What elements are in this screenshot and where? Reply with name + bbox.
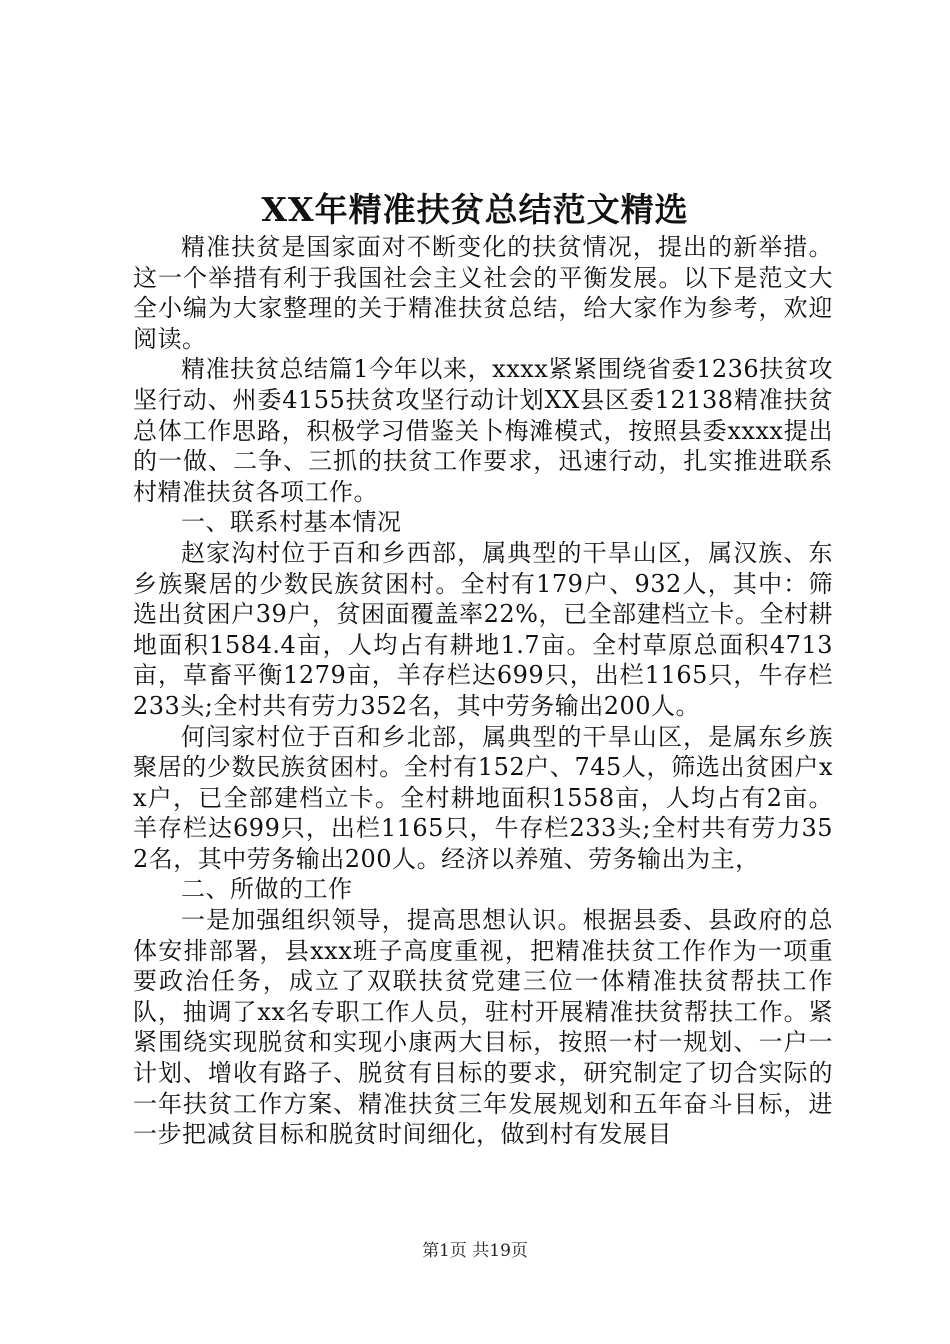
paragraph-organization-leadership: 一是加强组织领导，提高思想认识。根据县委、县政府的总体安排部署，县xxx班子高度重视，把精准扶贫工作作为一项重要政治任务，成立了双联扶贫党建三位一体精准扶贫帮扶工作队，抽调了xx名专职工作人员，驻村开展精准扶贫帮扶工作。紧紧围绕实现脱贫和实现小康两大目标，按照一村一规划、一户一计划、增收有路子、脱贫有目标的要求，研究制定了切合实际的一年扶贫工作方案、精准扶贫三年发展规划和五年奋斗目标，进一步把减贫目标和脱贫时间细化，做到村有发展目 — [133, 906, 833, 1149]
paragraph-intro: 精准扶贫是国家面对不断变化的扶贫情况，提出的新举措。这一个举措有利于我国社会主义社会的平衡发展。以下是范文大全小编为大家整理的关于精准扶贫总结，给大家作为参考，欢迎阅读。 — [133, 233, 833, 353]
paragraph-summary: 精准扶贫总结篇1今年以来，xxxx紧紧围绕省委1236扶贫攻坚行动、州委4155扶贫攻坚行动计划XX县区委12138精准扶贫总体工作思路，积极学习借鉴关卜梅滩模式，按照县委xxxx提出的一做、二争、三抓的扶贫工作要求，迅速行动，扎实推进联系村精准扶贫各项工作。 — [133, 355, 833, 506]
document-body — [133, 232, 833, 1150]
section-heading-village-info: 一、联系村基本情况 — [181, 508, 402, 537]
paragraph-zhaojiagou-village: 赵家沟村位于百和乡西部，属典型的干旱山区，属汉族、东乡族聚居的少数民族贫困村。全村有179户、932人，其中：筛选出贫困户39户，贫困面覆盖率22%，已全部建档立卡。全村耕地面积1584.4亩，人均占有耕地1.7亩。全村草原总面积4713亩，草畜平衡1279亩，羊存栏达699只，出栏1165只，牛存栏233头;全村共有劳力352名，其中劳务输出200人。 — [133, 538, 833, 720]
paragraph-heyanjia-village: 何闫家村位于百和乡北部，属典型的干旱山区，是属东乡族聚居的少数民族贫困村。全村有152户、745人，筛选出贫困户xx户，已全部建档立卡。全村耕地面积1558亩，人均占有2亩。羊存栏达699只，出栏1165只，牛存栏233头;全村共有劳力352名，其中劳务输出200人。经济以养殖、劳务输出为主， — [133, 722, 833, 873]
page-footer: 第1页 共19页 — [422, 1241, 528, 1261]
section-heading-work-done: 二、所做的工作 — [181, 875, 353, 904]
document-title: XX年精准扶贫总结范文精选 — [261, 190, 689, 229]
